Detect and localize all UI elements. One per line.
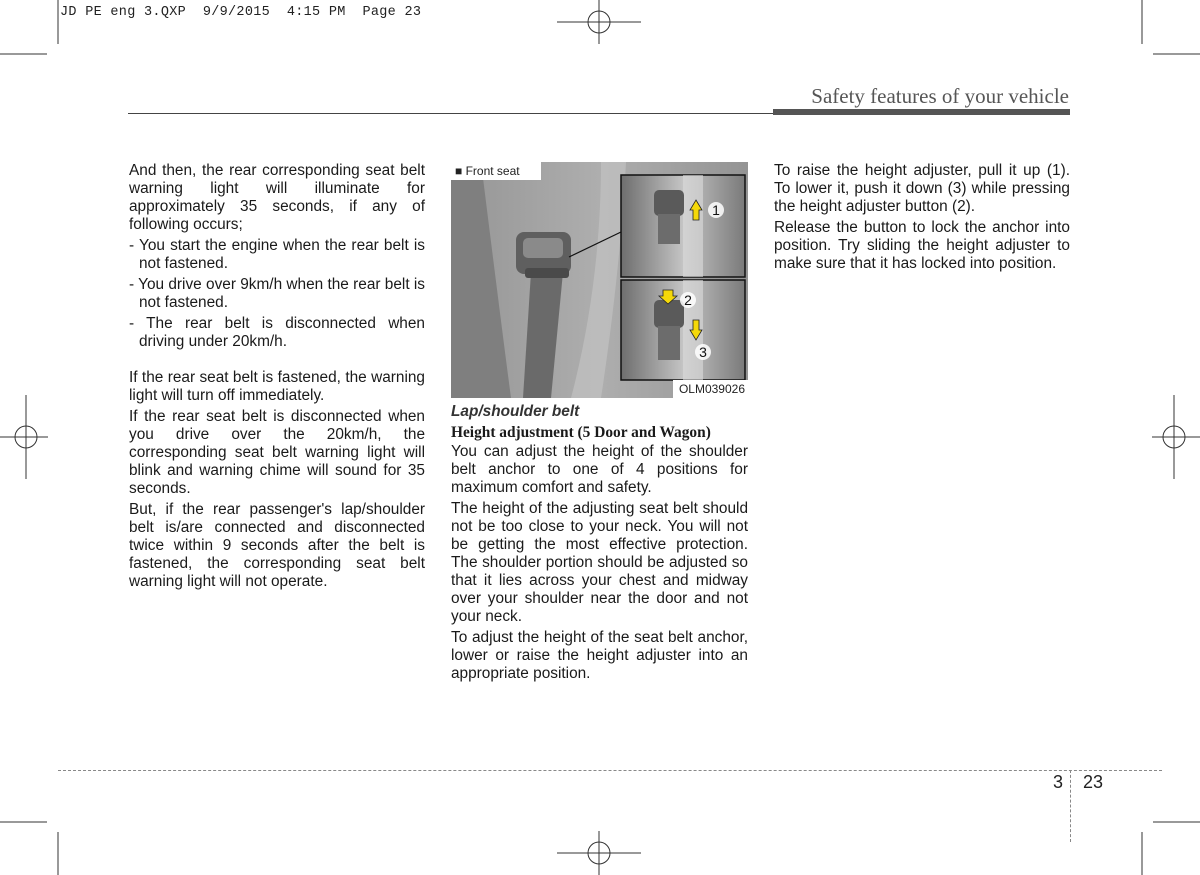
callout-3: 3 xyxy=(699,344,707,360)
registration-mark-left xyxy=(0,395,48,479)
page-number xyxy=(1053,772,1103,793)
paragraph: To raise the height adjuster, pull it up (1). To lower it, push it down (3) while pressing the height adjuster button (2). xyxy=(774,162,1070,215)
paragraph: If the rear seat belt is disconnected when you drive over the 20km/h, the corresponding seat belt warning light will blink and warning chime will sound for 35 seconds. xyxy=(129,408,425,497)
paragraph: The height of the adjusting seat belt should not be too close to your neck. You will not be getting the most effective protection. The shoulder portion should be adjusted so that it lies across your chest and midway over your shoulder near the door and not your neck. xyxy=(451,500,748,625)
figure-code: OLM039026 xyxy=(678,382,745,396)
header-rule xyxy=(128,113,773,114)
paragraph: But, if the rear passenger's lap/shoulder belt is/are connected and disconnected twice within 9 seconds after the belt is fastened, the corresponding seat belt warning light will not operate. xyxy=(129,501,425,590)
registration-mark-top xyxy=(557,0,641,44)
list-item: - The rear belt is disconnected when driving under 20km/h. xyxy=(129,315,425,350)
registration-mark-right xyxy=(1152,395,1200,479)
subsection-title: Lap/shoulder belt xyxy=(451,403,580,420)
paragraph: Release the button to lock the anchor into position. Try sliding the height adjuster to make sure that it has locked into position. xyxy=(774,219,1070,272)
registration-mark-bottom xyxy=(557,831,641,875)
section-title: Safety features of your vehicle xyxy=(811,84,1069,108)
callout-2: 2 xyxy=(684,292,692,308)
paragraph: If the rear seat belt is fastened, the warning light will turn off immediately. xyxy=(129,369,425,404)
callout-1: 1 xyxy=(712,202,720,218)
subsection-heading: Height adjustment (5 Door and Wagon) xyxy=(451,424,711,441)
column-middle xyxy=(451,403,748,686)
paragraph: You can adjust the height of the shoulder belt anchor to one of 4 positions for maximum comfort and safety. xyxy=(451,443,748,496)
column-right xyxy=(774,162,1070,276)
seat-belt-figure xyxy=(451,162,748,398)
figure-illustration xyxy=(451,162,748,398)
footer-dashed-line xyxy=(58,770,1162,771)
inset-raise xyxy=(621,175,745,277)
column-left xyxy=(129,162,425,594)
figure-label: ■ Front seat xyxy=(455,164,520,178)
header-rule-accent xyxy=(773,109,1070,115)
list-item: - You start the engine when the rear belt is not fastened. xyxy=(129,237,425,272)
chapter-number: 3 xyxy=(1053,772,1064,792)
inset-lower xyxy=(621,280,745,380)
list-item: - You drive over 9km/h when the rear belt is not fastened. xyxy=(129,276,425,311)
paragraph: And then, the rear corresponding seat belt warning light will illuminate for approximately 35 seconds, if any of following occurs; xyxy=(129,162,425,233)
paragraph: To adjust the height of the seat belt anchor, lower or raise the height adjuster into an appropriate position. xyxy=(451,629,748,682)
print-header: JD PE eng 3.QXP 9/9/2015 4:15 PM Page 23 xyxy=(60,5,422,20)
page-number-value: 23 xyxy=(1083,772,1104,792)
